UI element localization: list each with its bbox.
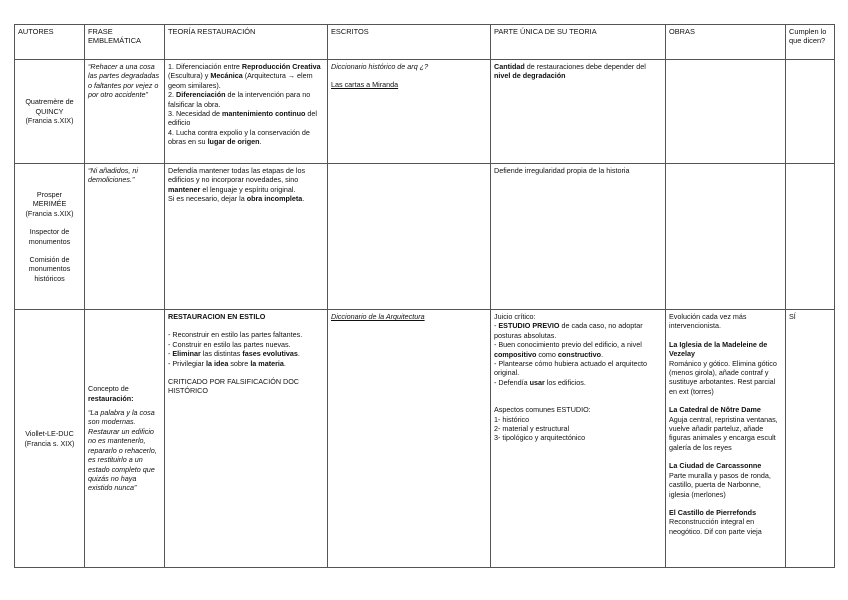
escritos-cell: Diccionario de la Arquitectura xyxy=(328,310,491,568)
table-row-merimee xyxy=(15,164,835,310)
obras-cell xyxy=(666,164,786,310)
autor-cell: Viollet-LE-DUC (Francia s. XIX) xyxy=(15,310,85,568)
parte-unica-cell: Cantidad de restauraciones debe depender del nivel de degradación xyxy=(491,60,666,164)
teoria-cell: RESTAURACION EN ESTILO - Reconstruir en estilo las partes faltantes. - Construir en estilo las partes nuevas. - Eliminar las distintas fases evolutivas. - Privilegiar la idea sobre la materia. CRITICADO POR FALSIFICACIÓN DOC HISTÓRICO xyxy=(165,310,328,568)
header-autores: AUTORES xyxy=(15,25,85,60)
header-cumplen: Cumplen lo que dicen? xyxy=(786,25,835,60)
escritos-cell xyxy=(328,164,491,310)
parte-unica-cell: Defiende irregularidad propia de la historia xyxy=(491,164,666,310)
header-row xyxy=(15,25,835,60)
header-escritos: ESCRITOS xyxy=(328,25,491,60)
header-obras: OBRAS xyxy=(666,25,786,60)
table-row-viollet xyxy=(15,310,835,568)
autor-cell: Quatremère de QUINCY (Francia s.XIX) xyxy=(15,60,85,164)
frase-cell: “Ni añadidos, ni demoliciones.” xyxy=(85,164,165,310)
obras-cell: Evolución cada vez más intervencionista. La Iglesia de la Madeleine de Vezelay Románico y gótico. Elimina gótico (menos girola), añade contraf y sustituye arbotantes. Rest parcial en ext (torres) La Catedral de Nôtre Dame Aguja central, repristina ventanas, vuelve añadir parteluz, añade figuras animales y encarga escult galería de los reyes La Ciudad de Carcassonne Parte muralla y pasos de ronda, castillo, puerta de Narbonne, iglesia (merlones) El Castillo de Pierrefonds Reconstrucción integral en neogótico. Dif con parte vieja xyxy=(666,310,786,568)
teoria-cell: Defendía mantener todas las etapas de los edificios y no incorporar novedades, sino mantener el lenguaje y espíritu original. Si es necesario, dejar la obra incompleta. xyxy=(165,164,328,310)
document-page xyxy=(14,24,834,568)
obras-cell xyxy=(666,60,786,164)
cumplen-cell: SÍ xyxy=(786,310,835,568)
header-frase: FRASE EMBLEMÁTICA xyxy=(85,25,165,60)
cumplen-cell xyxy=(786,164,835,310)
autor-cell: Prosper MERIMÉE (Francia s.XIX) Inspector de monumentos Comisión de monumentos históricos xyxy=(15,164,85,310)
escritos-cell: Diccionario histórico de arq ¿? Las cartas a Miranda xyxy=(328,60,491,164)
teoria-cell: 1. Diferenciación entre Reproducción Creativa (Escultura) y Mecánica (Arquitectura → elem geom similares). 2. Diferenciación de la intervención para no falsificar la obra. 3. Necesidad de mantenimiento continuo del edificio 4. Lucha contra expolio y la conservación de obras en su lugar de origen. xyxy=(165,60,328,164)
frase-cell: “Rehacer a una cosa las partes degradadas o faltantes por vejez o por otro accidente” xyxy=(85,60,165,164)
parte-unica-cell: Juicio crítico: - ESTUDIO PREVIO de cada caso, no adoptar posturas absolutas. - Buen conocimiento previo del edificio, a nivel compositivo como constructivo. - Plantearse cómo hubiera actuado el arquitecto original. - Defendía usar los edificios. Aspectos comunes ESTUDIO: 1- histórico 2- material y estructural 3- tipológico y arquitectónico xyxy=(491,310,666,568)
comparison-table xyxy=(14,24,835,568)
frase-cell: Concepto de restauración: “La palabra y la cosa son modernas. Restaurar un edificio no es mantenerlo, repararlo o rehacerlo, es restituirlo a un estado completo que quizás no haya existido nunca” xyxy=(85,310,165,568)
cumplen-cell xyxy=(786,60,835,164)
header-parte-unica: PARTE ÚNICA DE SU TEORIA xyxy=(491,25,666,60)
header-teoria: TEORÍA RESTAURACIÓN xyxy=(165,25,328,60)
table-row-quincy xyxy=(15,60,835,164)
